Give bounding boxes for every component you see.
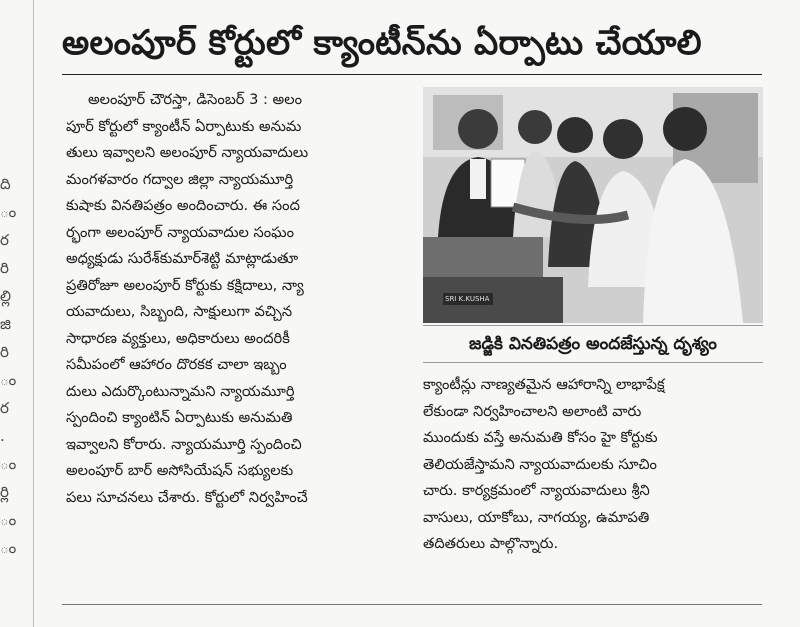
body-line: పలు సూచనలు చేశారు. కోర్టులో నిర్వహించే <box>66 488 308 506</box>
body-line: స్పందించి క్యాంటిన్ ఏర్పాటుకు అనుమతి <box>66 409 293 426</box>
fragment-line: ర్లి <box>0 483 9 501</box>
body-line: అలంపూర్ చౌరస్తా, డిసెంబర్ 3 : అలం <box>88 91 302 108</box>
headline-rule <box>62 74 762 75</box>
fragment-line: జి <box>0 315 11 333</box>
body-line: సమీపంలో ఆహారం దొరకక చాలా ఇబ్బం <box>66 356 287 373</box>
article-body-left <box>66 87 411 511</box>
body-line: సాధారణ వ్యక్తులు, అధికారులు అందరికీ <box>66 329 290 347</box>
fragment-line: ం <box>0 371 17 389</box>
body-line: తెలియజేస్తామని న్యాయవాదులకు సూచిం <box>423 455 657 473</box>
fragment-line: ం <box>0 511 17 529</box>
nameplate-text: SRI K.KUSHA <box>445 295 490 303</box>
body-line: పూర్ కోర్టులో క్యాంటీన్ ఏర్పాటుకు అనుమ <box>66 117 302 135</box>
body-line: వాసులు, యాకోబు, నాగయ్య, ఉమాపతి <box>423 508 650 526</box>
body-line: ముందుకు వస్తే అనుమతి కోసం హై కోర్టుకు <box>423 429 658 446</box>
body-line: తులు ఇవ్వాలని అలంపూర్ న్యాయవాదులు <box>66 144 309 161</box>
body-line: క్యాంటీన్లు నాణ్యతమైన ఆహారాన్ని లాభాపేక్ష <box>423 376 665 393</box>
article-headline: అలంపూర్ కోర్టులో క్యాంటీన్‌ను ఏర్పాటు చేయాలి <box>62 23 702 63</box>
body-line: యవాదులు, సిబ్బంది, సాక్షులుగా వచ్చిన <box>66 303 293 320</box>
article-bottom-rule <box>62 604 762 605</box>
body-line: లేకుండా నిర్వహించాలని అలాంటి వారు <box>423 402 642 420</box>
news-photo <box>423 87 763 323</box>
fragment-line: ం <box>0 455 17 473</box>
fragment-line: ది <box>0 175 11 193</box>
article-body-right <box>423 372 763 558</box>
body-line: ప్రతిరోజూ అలంపూర్ కోర్టుకు కక్షిదాలు, న్యా <box>66 276 304 294</box>
fragment-line: ల్లి <box>0 287 11 305</box>
fragment-line: రి <box>0 343 9 361</box>
fragment-line: రి <box>0 259 9 277</box>
column-divider <box>33 0 34 627</box>
body-line: అలంపూర్ బార్ అసోసియేషన్ సభ్యులకు <box>66 462 294 479</box>
fragment-line: . <box>0 427 5 445</box>
body-line: చారు. కార్యక్రమంలో న్యాయవాదులు శ్రీని <box>423 482 650 499</box>
body-line: కుషాకు వినతిపత్రం అందించారు. ఈ సంద <box>66 197 300 214</box>
fragment-line: ం <box>0 539 17 557</box>
body-line: దులు ఎదుర్కొంటున్నామని న్యాయమూర్తి <box>66 382 295 400</box>
adjacent-article-fragment <box>0 170 17 610</box>
photo-caption: జడ్జికి వినతిపత్రం అందజేస్తున్న దృశ్యం <box>423 325 763 363</box>
fragment-line: ం <box>0 203 17 221</box>
body-line: అధ్యక్షుడు సురేశ్‌కుమార్‌శెట్టి మాట్లాడుతూ <box>66 250 299 267</box>
fragment-line: ర <box>0 231 9 249</box>
body-line: ఇవ్వాలని కోరారు. న్యాయమూర్తి స్పందించి <box>66 435 302 453</box>
fragment-line: ర <box>0 399 9 417</box>
body-line: మంగళవారం గద్వాల జిల్లా న్యాయమూర్తి <box>66 170 294 188</box>
body-line: తదితరులు పాల్గొన్నారు. <box>423 535 559 552</box>
body-line: ర్భంగా అలంపూర్ న్యాయవాదుల సంఘం <box>66 223 295 241</box>
